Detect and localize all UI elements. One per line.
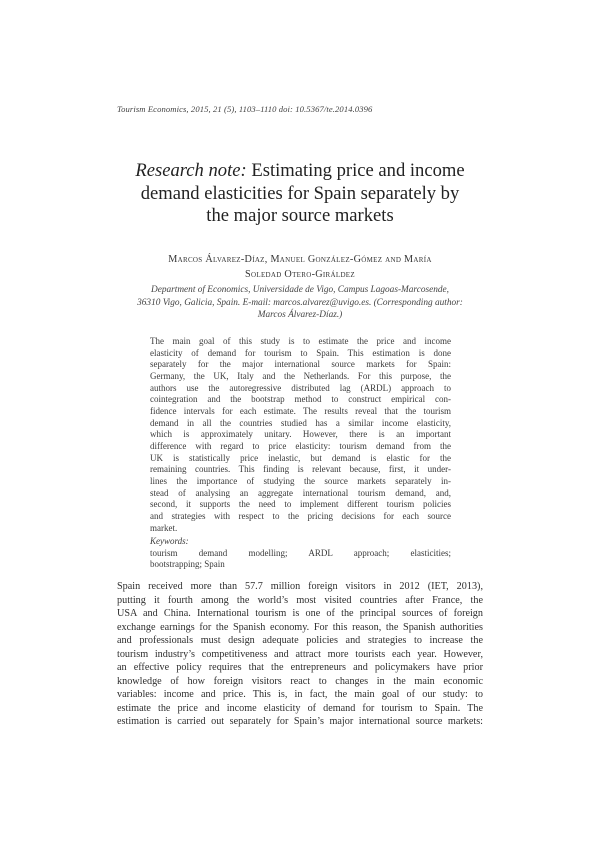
- abstract-line: market.: [150, 522, 178, 533]
- abstract-line: Germany, the UK, Italy and the Netherlands. For this purpose, the: [150, 370, 451, 381]
- title-lead: Research note:: [135, 160, 247, 181]
- body-line: USA and China. International tourism is one of the principal sources of foreign: [117, 608, 483, 620]
- abstract-line: demand in all the countries studied has a similar income elasticity,: [150, 417, 451, 428]
- affiliation-line-2: 36310 Vigo, Galicia, Spain. E-mail: marcos.alvarez@uvigo.es. (Corresponding author:: [137, 297, 463, 308]
- body-line: exchange earnings for the Spanish economy. For this reason, the Spanish authorities: [117, 621, 483, 633]
- body-line: and professionals must design adequate policies and strategies to increase the: [117, 635, 483, 647]
- abstract-line: and strategies with respect to the pricing decisions for each source: [150, 510, 451, 521]
- keywords: [150, 536, 451, 571]
- authors-line-1: Marcos Álvarez-Díaz, Manuel González-Gómez and María: [168, 254, 432, 265]
- title-line-1-rest: Estimating price and income: [246, 160, 465, 181]
- author-list: [80, 252, 520, 282]
- abstract-line: difference with regard to price elasticity: tourism demand from the: [150, 440, 451, 451]
- body-line: estimation is carried out separately for Spain’s major international source markets:: [117, 716, 483, 728]
- title-line-2: demand elasticities for Spain separately by: [140, 182, 460, 204]
- abstract-line: which is approximately unitary. However, there is an important: [150, 429, 451, 440]
- keywords-line-1: [150, 536, 451, 559]
- body-line: tourism industry’s competitiveness and attract more tourists each year. However,: [117, 648, 483, 660]
- paper-title: [100, 160, 500, 228]
- abstract-line: cointegration and the bootstrap method to construct empirical con-: [150, 394, 451, 405]
- abstract-line: elasticity of demand for tourism to Spain. This estimation is done: [150, 347, 451, 358]
- keywords-line-2: bootstrapping; Spain: [150, 559, 225, 570]
- abstract-line: fidence intervals for each estimate. The results reveal that the tourism: [150, 405, 451, 416]
- abstract-line: stead of analysing an aggregate international tourism demand, and,: [150, 487, 451, 498]
- abstract-line: second, it supports the need to implement different tourism policies: [150, 499, 451, 510]
- body-line: putting it fourth among the world’s most visited countries after France, the: [117, 594, 483, 606]
- abstract-line: authors use the autoregressive distributed lag (ARDL) approach to: [150, 382, 451, 393]
- abstract-line: UK is statistically price inelastic, but demand is elastic for the: [150, 452, 451, 463]
- body-line: estimate the price and income elasticity of demand for tourism to Spain. The: [117, 702, 483, 714]
- abstract-line: lines the importance of studying the source markets separately in-: [150, 475, 451, 486]
- author-affiliation: [80, 284, 520, 322]
- title-line-3: the major source markets: [206, 205, 394, 226]
- journal-citation: Tourism Economics, 2015, 21 (5), 1103–1110 doi: 10.5367/te.2014.0396: [117, 104, 373, 114]
- body-text: [117, 580, 483, 729]
- body-line: Spain received more than 57.7 million foreign visitors in 2012 (IET, 2013),: [117, 581, 483, 592]
- body-line: an effective policy requires that the entrepreneurs and policymakers have prior: [117, 662, 483, 674]
- abstract-line: The main goal of this study is to estimate the price and income: [150, 336, 451, 346]
- title-line-1: [100, 160, 500, 183]
- abstract: [150, 336, 451, 534]
- affiliation-line-1: Department of Economics, Universidade de Vigo, Campus Lagoas-Marcosende,: [151, 285, 449, 295]
- abstract-line: remaining countries. This finding is relevant because, first, it under-: [150, 464, 451, 475]
- authors-line-2: Soledad Otero-Giráldez: [245, 269, 355, 280]
- body-line: variables: income and price. This is, in fact, the main goal of our study: to: [117, 689, 483, 701]
- body-line: knowledge of how foreign visitors react to changes in the main economic: [117, 675, 483, 687]
- keywords-label: Keywords:: [150, 536, 189, 546]
- keywords-line-1-rest: tourism demand modelling; ARDL approach; elasticities;: [150, 547, 451, 558]
- affiliation-line-3: Marcos Álvarez-Díaz.): [257, 310, 343, 321]
- abstract-line: separately for the major international source markets for Spain:: [150, 359, 451, 370]
